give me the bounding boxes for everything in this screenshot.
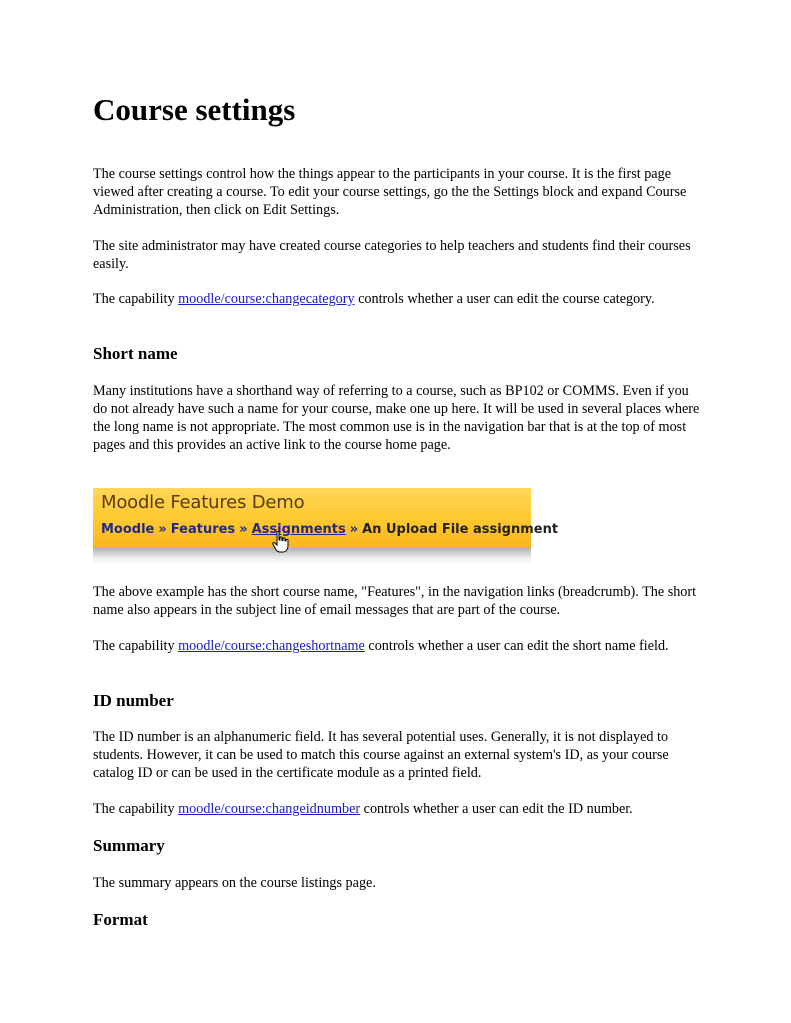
moodle-banner-image [93, 488, 559, 565]
short-name-heading: Short name [93, 344, 178, 363]
breadcrumb-separator: » [158, 522, 167, 537]
banner-title: Moodle Features Demo [101, 492, 305, 513]
id-number-paragraph-2 [93, 800, 703, 818]
format-heading: Format [93, 910, 148, 929]
changeshortname-link[interactable]: moodle/course:changeshortname [178, 638, 365, 654]
text-span: controls whether a user can edit the short name field. [364, 638, 669, 654]
breadcrumb-item-features: Features [170, 522, 236, 537]
page-title: Course settings [93, 92, 296, 127]
text-span: controls whether a user can edit the ID number. [360, 801, 633, 817]
summary-heading: Summary [93, 836, 165, 855]
intro-paragraph-1: The course settings control how the things appear to the participants in your course. It is the first page viewed after creating a course. To edit your course settings, go the the Settings block and expand Course Administration, then click on Edit Settings. [93, 166, 687, 218]
intro-paragraph-3 [93, 290, 703, 308]
breadcrumb-separator: » [239, 522, 248, 537]
text-span: The capability [93, 638, 179, 654]
banner-shadow [93, 548, 531, 565]
breadcrumb-item-assignments: Assignments [251, 522, 346, 537]
breadcrumb-item-moodle: Moodle [101, 522, 155, 537]
breadcrumb [101, 522, 558, 537]
short-name-paragraph-1: Many institutions have a shorthand way of referring to a course, such as BP102 or COMMS. Even if you do not already have such a name for your course, make one up here. It will be used in several places where the long name is not appropriate. The most common use is in the navigation bar that is at the top of most pages and this provides an active link to the course home page. [93, 383, 700, 453]
changeidnumber-link[interactable]: moodle/course:changeidnumber [178, 801, 361, 817]
hand-cursor-icon [272, 531, 289, 553]
changecategory-link[interactable]: moodle/course:changecategory [178, 291, 355, 307]
short-name-paragraph-3 [93, 637, 703, 655]
id-number-heading: ID number [93, 691, 174, 710]
summary-paragraph: The summary appears on the course listings page. [93, 875, 376, 891]
text-span: The capability [93, 801, 179, 817]
intro-paragraph-2: The site administrator may have created course categories to help teachers and students find their courses easily. [93, 238, 691, 272]
breadcrumb-separator: » [349, 522, 359, 537]
breadcrumb-item-current: An Upload File assignment [362, 522, 559, 537]
text-span: The capability [93, 291, 179, 307]
id-number-paragraph-1: The ID number is an alphanumeric field. It has several potential uses. Generally, it is not displayed to students. However, it can be used to match this course against an external system's ID, as your course catalog ID or can be used in the certificate module as a printed field. [93, 729, 669, 781]
text-span: controls whether a user can edit the course category. [354, 291, 655, 307]
short-name-paragraph-2: The above example has the short course name, "Features", in the navigation links (breadcrumb). The short name also appears in the subject line of email messages that are part of the course. [93, 584, 697, 618]
